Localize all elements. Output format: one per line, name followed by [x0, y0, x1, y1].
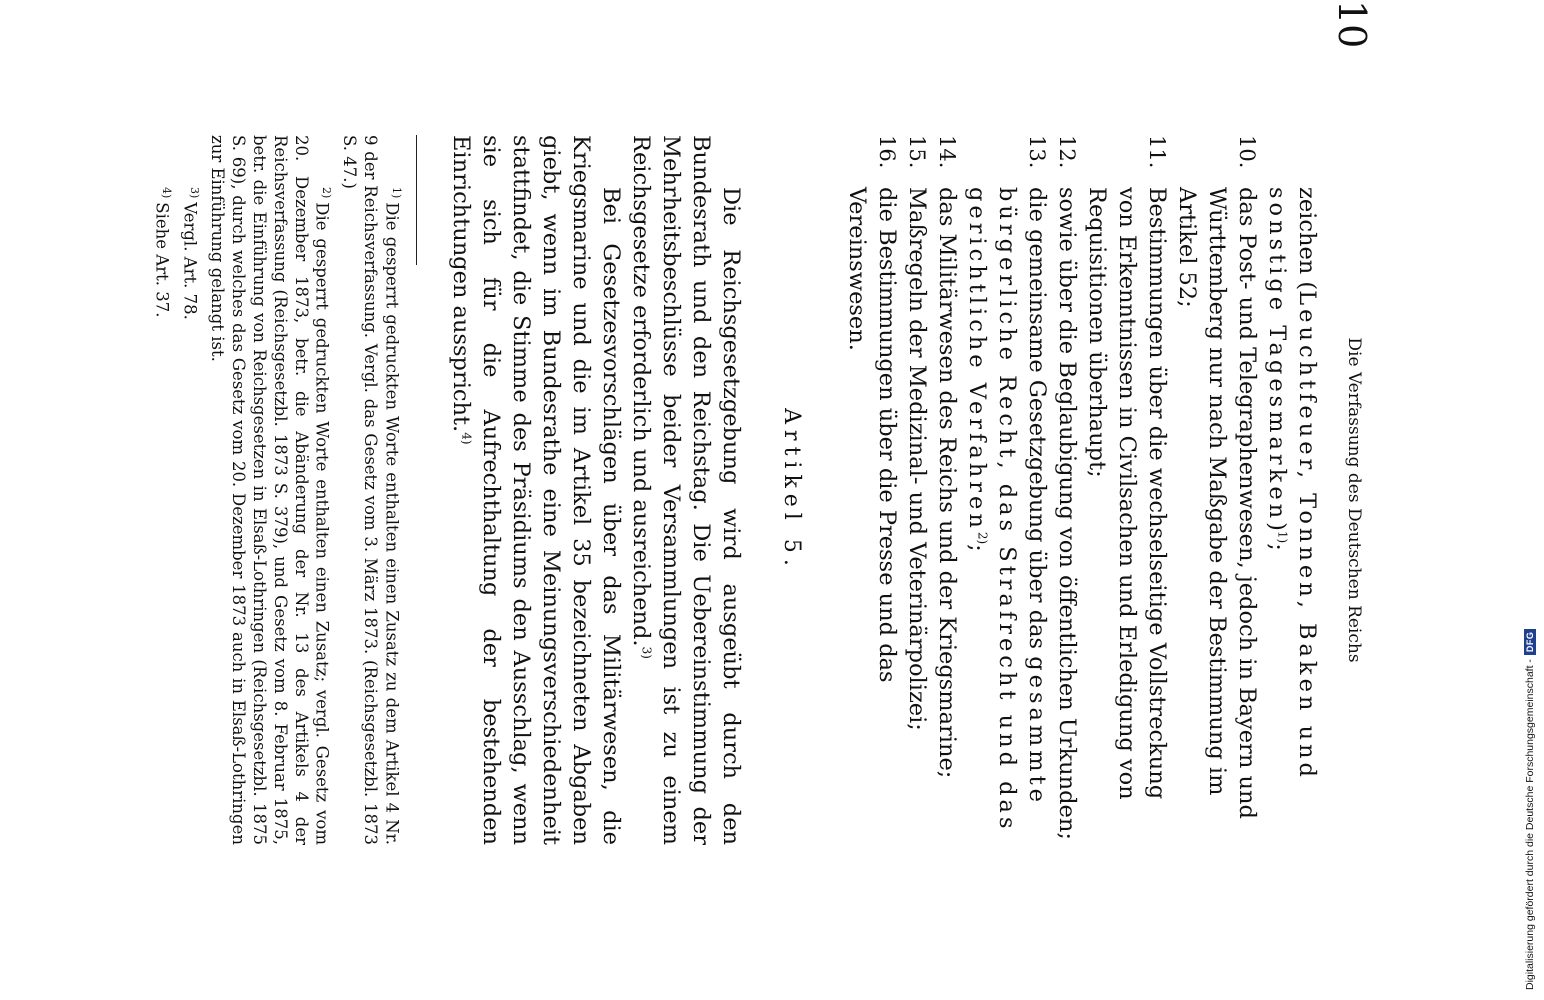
list-item-number: 12.: [1055, 135, 1079, 169]
footnote-mark: 4): [160, 187, 174, 199]
footnote-divider: [416, 135, 417, 265]
list-item-text: das Militärwesen des Reichs und der Kriegsmarine;: [934, 187, 960, 779]
list-item: [842, 135, 902, 845]
list-item-continuation: [1262, 135, 1322, 845]
list-item-text: das Post- und Telegraphenwesen, jedoch in Bayern und Württemberg nur nach Maßgabe der Bestimmung im Artikel 52;: [1174, 187, 1260, 819]
list-item: [962, 135, 1052, 845]
footnote: [152, 135, 178, 845]
footnote-text: Die gesperrt gedruckten Worte enthalten einen Zusatz zu dem Artikel 4 Nr. 9 der Reichsverfassung. Vergl. das Gesetz vom 3. März 1873. (Reichsgesetzbl. 1873 S. 47.): [340, 135, 402, 845]
spaced-text: gesammte bürgerliche Recht, das Strafrecht und das gerichtliche Verfahren: [964, 187, 1050, 833]
list-item: [932, 135, 962, 845]
list-item: [1052, 135, 1082, 845]
list-item-text: sowie über die Beglaubigung von öffentlichen Urkunden;: [1054, 187, 1080, 840]
footnotes: [150, 135, 407, 845]
footnote-text: Die gesperrt gedruckten Worte enthalten einen Zusatz; vergl. Gesetz vom 20. Dezember 1873, betr. die Abänderung der Nr. 13 des Artikels 4 der Reichsverfassung (Reichsgesetzbl. 1873 S. 379), und Gesetz vom 8. Februar 1875, betr. die Einführung von Reichsgesetzen in Elsaß-Lothringen (Reichsgesetzbl. 1875 S. 69), durch welches das Gesetz vom 20. Dezember 1873 auch in Elsaß-Lothringen zur Einführung gelangt ist.: [208, 135, 332, 845]
funding-note-text: Digitalisierung gefördert durch die Deutsche Forschungsgemeinschaft -: [1524, 659, 1536, 990]
article-paragraph: [626, 135, 746, 845]
list-item-text: die gemeinsame Gesetzgebung über das: [1024, 187, 1050, 657]
page-number: 10: [1330, 0, 1374, 49]
list-item-text: ;: [964, 544, 990, 552]
list-item-text: ): [1264, 522, 1290, 531]
list-item-number: 13.: [1025, 135, 1049, 169]
footnote-ref: 2): [975, 531, 990, 545]
list-item-text: [962, 187, 1052, 845]
list-item-text: Maßregeln der Medizinal- und Veterinärpolizei;: [904, 187, 930, 731]
list-item-text: die Bestimmungen über die Presse und das Vereinswesen.: [844, 187, 900, 683]
footnote: [180, 135, 206, 845]
article-paragraph: [446, 135, 626, 845]
footnote-ref: 1): [1275, 530, 1290, 544]
body-text: [446, 135, 1322, 845]
footnote: [207, 135, 338, 845]
list-item: [1172, 135, 1262, 845]
list-item-number: 14.: [935, 135, 959, 169]
running-head: [1332, 0, 1372, 1000]
list-item: [1082, 135, 1172, 845]
dfg-logo: DFG: [1524, 629, 1536, 656]
list-item-number: 11.: [1145, 135, 1169, 169]
footnote-mark: 2): [320, 187, 334, 199]
paragraph-text: Die Reichsgesetzgebung wird ausgeübt durch den Bundesrath und den Reichstag. Die Uebereinstimmung der Mehrheitsbeschlüsse beider Versammlungen ist zu einem Reichsgesetze erforderlich und ausreichend.: [628, 135, 744, 845]
footnote-ref: 3): [639, 646, 654, 659]
list-item-number: 15.: [905, 135, 929, 169]
footnote-text: Vergl. Art. 78.: [180, 202, 200, 320]
footnote-text: Siehe Art. 37.: [153, 202, 172, 318]
scanned-page: [132, 0, 1382, 1000]
list-item-text: Bestimmungen über die wechselseitige Vollstreckung von Erkenntnissen in Civilsachen und Erledigung von Requisitionen überhaupt;: [1084, 187, 1170, 800]
article-heading: Artikel 5.: [779, 408, 804, 572]
list-item: [902, 135, 932, 845]
list-item-number: 16.: [875, 135, 899, 169]
list-item-text: zeichen (: [1294, 187, 1320, 291]
running-title: Die Verfassung des Deutschen Reichs: [1344, 337, 1364, 663]
list-item-number: 10.: [1235, 135, 1259, 169]
footnote-mark: 1): [390, 187, 403, 199]
spaced-text: Leuchtfeuer, Tonnen, Baken und sonstige Tagesmarken: [1264, 187, 1320, 781]
paragraph-text: Bei Gesetzesvorschlägen über das Militärwesen, die Kriegsmarine und die im Artikel 35 bezeichneten Abgaben giebt, wenn im Bundesrathe eine Meinungsverschiedenheit stattfindet, die Stimme des Präsidiums den Ausschlag, wenn sie sich für die Aufrechthaltung der bestehenden Einrichtungen ausspricht.: [448, 135, 624, 845]
footnote-mark: 3): [188, 187, 201, 199]
funding-note: [1524, 629, 1536, 990]
footnote: [340, 135, 408, 845]
list-item-text: ;: [1264, 543, 1290, 551]
footnote-ref: 4): [459, 432, 474, 445]
